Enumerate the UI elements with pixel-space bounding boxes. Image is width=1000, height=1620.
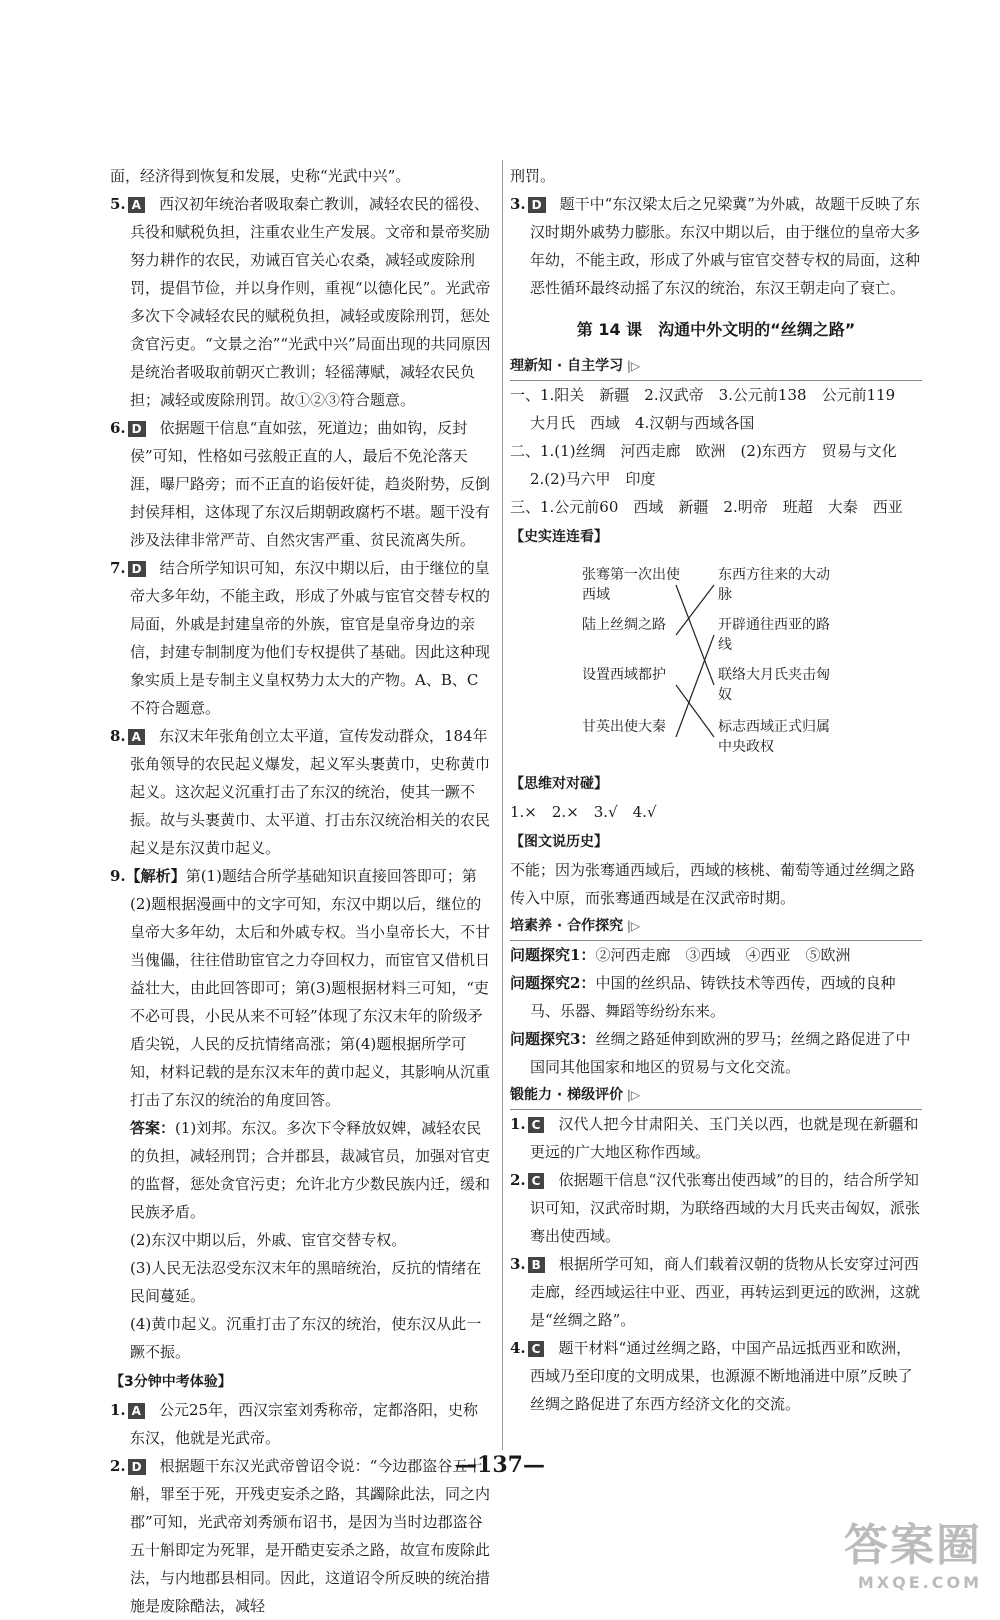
match-connector (676, 635, 714, 737)
question-number: 5. (110, 195, 126, 213)
column-divider (502, 160, 503, 1450)
section-box-title: 【思维对对碰】 (510, 776, 608, 792)
answer-text: (1)刘邦。东汉。多次下令释放奴婢，减轻农民的负担，减轻刑罚；合并郡县，裁减官员，加强对官吏的监督，惩处贪官污吏；允许北方少数民族内迁，缓和民族矛盾。 (130, 1119, 491, 1221)
double-arrow-icon: |▷ (623, 1088, 641, 1102)
probe-label: 问题探究1： (510, 946, 596, 964)
explanation-text: 题干材料“通过丝绸之路，中国产品远抵西亚和欧洲，西域乃至印度的文明成果，也源源不断地涌进中原”反映了丝绸之路促进了东西方经济文化的交流。 (530, 1339, 913, 1413)
explanation-text: 东汉末年张角创立太平道，宣传发动群众，184年张角领导的农民起义爆发，起义军头裹黄巾，史称黄巾起义。这次起义沉重打击了东汉的统治，使其一蹶不振。故与头裹黄巾、太平道、打击东汉统治相关的农民起义是东汉黄巾起义。 (130, 727, 491, 857)
answer-choice-badge: C (528, 1173, 545, 1189)
answer-item (510, 1110, 922, 1166)
section-box-title: 【图文说历史】 (510, 834, 608, 850)
question-number: 7. (110, 559, 126, 577)
page-number: —137— (455, 1452, 545, 1478)
question-number: 6. (110, 419, 126, 437)
question-number: 3. (510, 195, 526, 213)
explanation-text: 结合所学知识可知，东汉中期以后，由于继位的皇帝大多年幼，不能主政，形成了外戚与宦官交替专权的局面，外戚是封建皇帝的外族，宦官是皇帝身边的亲信，封建专制制度为他们专权提供了基础。因此这种现象实质上是专制主义皇权势力太大的产物。A、B、C不符合题意。 (130, 559, 491, 717)
probe-item (510, 941, 922, 969)
question-number: 2. (510, 1171, 526, 1189)
match-connector (676, 585, 714, 685)
match-left-item: 张骞第一次出使西域 (582, 567, 680, 603)
text-line: 面，经济得到恢复和发展，史称“光武中兴”。 (110, 167, 411, 185)
lesson-title: 第 14 课 沟通中外文明的“丝绸之路” (576, 320, 856, 339)
answer-item (510, 1250, 922, 1334)
section-banner-text: 培素养 · 合作探究 (510, 918, 624, 934)
matching-diagram (510, 553, 922, 768)
right-column (510, 162, 922, 1418)
match-connector (676, 685, 714, 737)
explanation-text: 依据题干信息“直如弦，死道边；曲如钩，反封侯”可知，性格如弓弦般正直的人，最后不免沦落天涯，曝尸路旁；而不正直的谄佞奸徒，趋炎附势，反倒封侯拜相，这体现了东汉后期朝政腐朽不堪。题干没有涉及法律非常严苛、自然灾害严重、贫民流离失所。 (130, 419, 491, 549)
true-false-answers: 1.× 2.× 3.√ 4.√ (510, 803, 657, 821)
match-left-item: 甘英出使大秦 (582, 719, 666, 735)
explanation-text: 西汉初年统治者吸取秦亡教训，减轻农民的徭役、兵役和赋税负担，注重农业生产发展。文帝和景帝奖励努力耕作的农民，劝诫百官关心农桑，减轻或废除刑罚，提倡节俭，并以身作则，重视“以德化民”。光武帝多次下令减轻农民的赋税负担，减轻或废除刑罚，惩处贪官污吏。“文景之治”“光武中兴”局面出现的共同原因是统治者吸取前朝灭亡教训；轻徭薄赋，减轻农民负担；减轻或废除刑罚。故①②③符合题意。 (130, 195, 491, 409)
answer-choice-badge: D (128, 561, 146, 577)
question-number: 3. (510, 1255, 526, 1273)
section-banner (510, 912, 922, 941)
probe-label: 问题探究2： (510, 974, 596, 992)
question-number: 2. (110, 1457, 126, 1475)
text-line: 刑罚。 (510, 167, 556, 185)
matching-lines (510, 553, 922, 768)
answer-item (110, 1396, 492, 1452)
probe-item (510, 1025, 922, 1081)
match-right-item: 开辟通往西亚的路线 (718, 617, 830, 653)
explanation-text: 第(1)题结合所学基础知识直接回答即可；第(2)题根据漫画中的文字可知，东汉中期以后，继位的皇帝大多年幼，太后和外戚专权。当小皇帝长大，不甘当傀儡，往往借助宦官之力夺回权力，而宦官又借机日益壮大，由此回答即可；第(3)题根据材料三可知，“吏不必可畏，小民从来不可轻”体现了东汉末年的阶级矛盾尖锐，人民的反抗情绪高涨；第(4)题根据所学可知，材料记载的是东汉末年的黄巾起义，其影响从沉重打击了东汉的统治的角度回答。 (130, 867, 491, 1109)
double-arrow-icon: |▷ (623, 359, 641, 373)
explanation-text: 依据题干信息“汉代张骞出使西域”的目的，结合所学知识可知，汉武帝时期，为联络西域的大月氏夹击匈奴，派张骞出使西域。 (530, 1171, 921, 1245)
explanation-text: 根据所学可知，商人们载着汉朝的货物从长安穿过河西走廊，经西域运往中亚、西亚，再转运到更远的欧洲，这就是“丝绸之路”。 (530, 1255, 921, 1329)
fill-blank-answer: 二、1.(1)丝绸 河西走廊 欧洲 (2)东西方 贸易与文化 2.(2)马六甲 印度 (510, 442, 912, 488)
probe-label: 问题探究3： (510, 1030, 596, 1048)
match-left-item: 设置西域都护 (582, 667, 666, 683)
answer-item (110, 190, 492, 414)
match-right-item: 东西方往来的大动脉 (718, 567, 830, 603)
section-banner-text: 理新知 · 自主学习 (510, 358, 624, 374)
question-number: 4. (510, 1339, 526, 1357)
answer-choice-badge: C (528, 1117, 545, 1133)
section-banner (510, 352, 922, 381)
answer-item (510, 1166, 922, 1250)
double-arrow-icon: |▷ (623, 919, 641, 933)
answer-item (510, 1334, 922, 1418)
answer-item (110, 414, 492, 554)
answer-choice-badge: C (528, 1341, 545, 1357)
answer-line: (3)人民无法忍受东汉末年的黑暗统治，反抗的情绪在民间蔓延。 (130, 1259, 482, 1305)
answer-item (110, 554, 492, 722)
answer-choice-badge: A (128, 1403, 145, 1419)
answer-item (510, 190, 922, 302)
answer-line: (4)黄巾起义。沉重打击了东汉的统治，使东汉从此一蹶不振。 (130, 1315, 482, 1361)
explanation-text: 汉代人把今甘肃阳关、玉门关以西，也就是现在新疆和更远的广大地区称作西域。 (530, 1115, 919, 1161)
fill-blank-answer: 一、1.阳关 新疆 2.汉武帝 3.公元前138 公元前119 大月氏 西域 4.汉朝与西域各国 (510, 386, 911, 432)
answer-line: (2)东汉中期以后，外戚、宦官交替专权。 (130, 1231, 407, 1249)
explanation-text: 题干中“东汉梁太后之兄梁冀”为外戚，故题干反映了东汉时期外戚势力膨胀。东汉中期以后，由于继位的皇帝大多年幼，不能主政，形成了外戚与宦官交替专权的局面，这种恶性循环最终动摇了东汉的统治，东汉王朝走向了衰亡。 (530, 195, 921, 297)
explanation-text: 公元25年，西汉宗室刘秀称帝，定都洛阳，史称东汉，他就是光武帝。 (130, 1401, 479, 1447)
section-banner (510, 1081, 922, 1110)
text-line: 不能；因为张骞通西域后，西域的核桃、葡萄等通过丝绸之路传入中原，而张骞通西域是在汉武帝时期。 (510, 861, 916, 907)
probe-item (510, 969, 922, 1025)
answer-choice-badge: A (128, 729, 145, 745)
question-number: 1. (110, 1401, 126, 1419)
watermark-main: 答案圈 (844, 1520, 982, 1571)
answer-item (110, 862, 492, 1114)
question-number: 8. (110, 727, 126, 745)
question-number: 1. (510, 1115, 526, 1133)
probe-text: 中国的丝织品、铸铁技术等西传，西域的良种马、乐器、舞蹈等纷纷东来。 (530, 974, 896, 1020)
match-connector (676, 585, 714, 635)
left-column (110, 162, 492, 1620)
analysis-label: 【解析】 (125, 867, 186, 885)
answer-choice-badge: A (128, 197, 145, 213)
watermark-logo (844, 1509, 982, 1592)
answer-choice-badge: D (528, 197, 546, 213)
match-right-item: 标志西域正式归属中央政权 (718, 719, 830, 755)
section-box-title: 【史实连连看】 (510, 529, 608, 545)
probe-text: 丝绸之路延伸到欧洲的罗马；丝绸之路促进了中国同其他国家和地区的贸易与文化交流。 (530, 1030, 911, 1076)
answer-choice-badge: B (528, 1257, 545, 1273)
answer-label: 答案： (130, 1119, 176, 1137)
probe-text: ②河西走廊 ③西域 ④西亚 ⑤欧洲 (595, 946, 851, 964)
answer-block (110, 1114, 492, 1226)
answer-choice-badge: D (128, 421, 146, 437)
question-number: 9. (110, 867, 126, 885)
answer-choice-badge: D (128, 1459, 146, 1475)
match-right-item: 联络大月氏夹击匈奴 (718, 667, 830, 703)
fill-blank-answer: 三、1.公元前60 西域 新疆 2.明帝 班超 大秦 西亚 (510, 498, 903, 516)
answer-item (110, 722, 492, 862)
section-box-title: 【3分钟中考体验】 (110, 1374, 232, 1390)
explanation-text: 根据题干东汉光武帝曾诏令说：“今边郡盗谷五十斛，罪至于死，开残吏妄杀之路，其蠲除此法，同之内郡”可知，光武帝刘秀颁布诏书，是因为当时边郡盗谷五十斛即定为死罪，是开酷吏妄杀之路，故宣布废除此法，与内地郡县相同。因此，这道诏令所反映的统治措施是废除酷法，减轻 (130, 1457, 491, 1615)
watermark-sub: MXQE.COM (857, 1573, 982, 1592)
match-left-item: 陆上丝绸之路 (582, 617, 666, 633)
section-banner-text: 锻能力 · 梯级评价 (510, 1087, 624, 1103)
